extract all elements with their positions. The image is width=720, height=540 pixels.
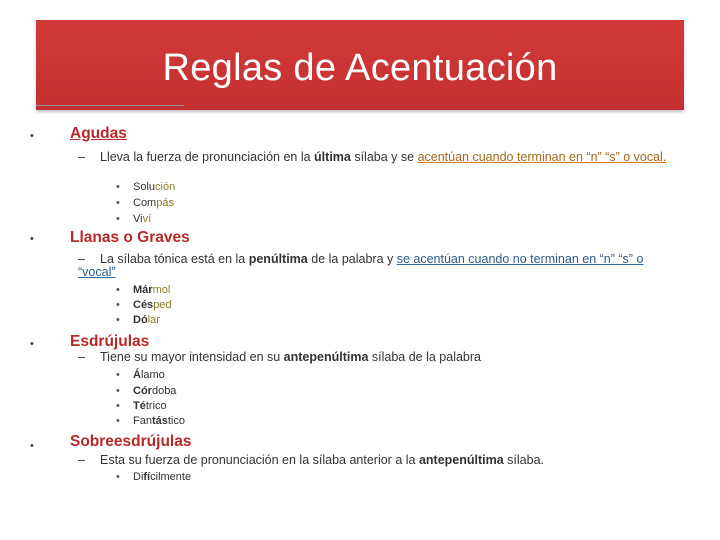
section-description-sobreesdrujulas: – Esta su fuerza de pronunciación en la sílaba anterior a la antepenúltima sílaba. (78, 453, 545, 467)
bullet: • (30, 233, 34, 245)
example-item: • Compás (116, 197, 174, 209)
section-heading-llanas: Llanas o Graves (70, 229, 190, 246)
example-item: • Tétrico (116, 400, 167, 412)
section-heading-esdrujulas: Esdrújulas (70, 333, 150, 350)
example-item: • Solución (116, 181, 176, 193)
section-description-esdrujulas: – Tiene su mayor intensidad en su antepenúltima sílaba de la palabra (78, 350, 482, 364)
example-item: • Fantástico (116, 415, 185, 427)
bullet: • (30, 130, 34, 142)
page-title: Reglas de Acentuación (162, 47, 558, 89)
title-divider (36, 105, 184, 106)
example-item: • Difícilmente (116, 471, 192, 483)
bullet: • (30, 338, 34, 350)
bullet: • (30, 440, 34, 452)
example-item: • Viví (116, 213, 152, 225)
example-item: • Dólar (116, 314, 160, 326)
example-item: • Álamo (116, 369, 165, 381)
section-description-llanas: – La sílaba tónica está en la penúltima de la palabra y se acentúan cuando no terminan en “n” “s” o “vocal” (78, 252, 644, 279)
example-item: • Córdoba (116, 385, 177, 397)
section-description-agudas: – Lleva la fuerza de pronunciación en la última sílaba y se acentúan cuando terminan en “n” “s” o vocal. (78, 150, 667, 164)
section-heading-sobreesdrujulas: Sobreesdrújulas (70, 433, 192, 450)
example-item: • Césped (116, 299, 172, 311)
example-item: • Mármol (116, 284, 171, 296)
section-heading-agudas: Agudas (70, 125, 127, 142)
